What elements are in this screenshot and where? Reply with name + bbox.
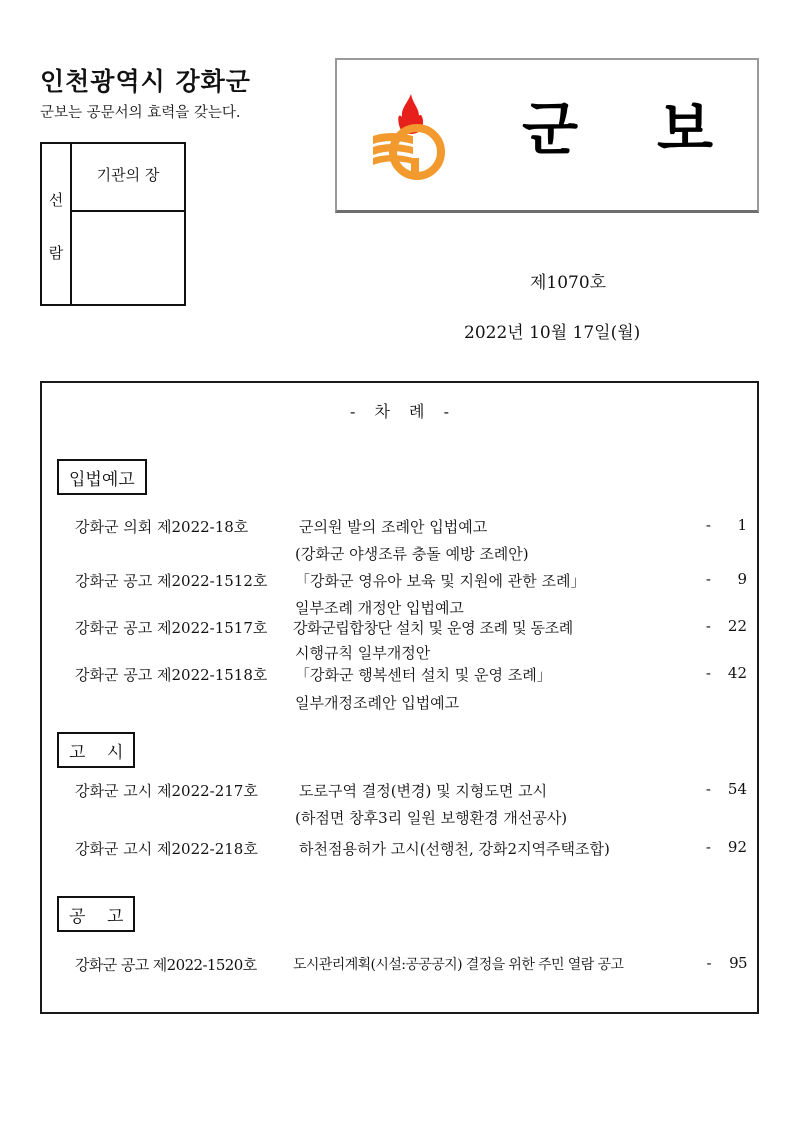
entry-dash: -	[705, 516, 711, 534]
entry-continuation: 시행규칙 일부개정안	[295, 644, 431, 662]
entry-source: 강화군 고시 제2022-217호	[75, 782, 258, 800]
entry-page: 1	[737, 516, 747, 534]
review-side-column	[42, 144, 72, 304]
toc-title: - 차 례 -	[350, 402, 449, 421]
entry-page: 9	[737, 570, 747, 588]
entry-source: 강화군 공고 제2022-1512호	[75, 572, 268, 590]
review-head-label: 기관의 장	[72, 144, 184, 212]
organization-title: 인천광역시 강화군	[40, 67, 251, 96]
table-of-contents	[40, 381, 759, 1014]
entry-title: 「강화군 영유아 보육 및 지원에 관한 조례」	[295, 572, 586, 590]
review-approval-box	[40, 142, 186, 306]
legal-effect-notice: 군보는 공문서의 효력을 갖는다.	[40, 105, 241, 121]
entry-title: 도로구역 결정(변경) 및 지형도면 고시	[299, 782, 548, 800]
entry-source: 강화군 공고 제2022-1520호	[75, 956, 257, 974]
toc-entry[interactable]	[75, 780, 747, 802]
entry-continuation: (강화군 야생조류 충돌 예방 조례안)	[295, 545, 529, 563]
toc-entry[interactable]	[75, 664, 747, 686]
toc-entry[interactable]	[75, 617, 747, 639]
entry-page: 95	[729, 954, 747, 972]
entry-dash: -	[705, 617, 711, 635]
entry-dash: -	[705, 570, 711, 588]
entry-source: 강화군 공고 제2022-1518호	[75, 666, 268, 684]
review-side-label-1: 선	[48, 191, 64, 209]
entry-dash: -	[706, 954, 711, 972]
entry-dash: -	[705, 780, 711, 798]
entry-title: 「강화군 행복센터 설치 및 운영 조례」	[295, 666, 552, 684]
ganghwa-emblem-icon	[367, 90, 455, 180]
issue-number: 제1070호	[530, 273, 607, 293]
issue-date: 2022년 10월 17일(월)	[464, 323, 641, 343]
entry-title: 하천점용허가 고시(선행천, 강화2지역주택조합)	[299, 840, 610, 858]
entry-dash: -	[705, 838, 711, 856]
section-legislative-notice: 입법예고	[57, 459, 147, 495]
entry-page: 22	[727, 617, 747, 635]
masthead-title-gun: 군	[522, 95, 579, 163]
entry-title: 군의원 발의 조례안 입법예고	[299, 518, 488, 536]
entry-source: 강화군 의회 제2022-18호	[75, 518, 249, 536]
review-side-label-2: 람	[48, 244, 64, 262]
entry-page: 42	[727, 664, 747, 682]
section-announcement: 공 고	[57, 896, 135, 932]
entry-title: 도시관리계획(시설:공공공지) 결정을 위한 주민 열람 공고	[293, 957, 624, 973]
entry-source: 강화군 고시 제2022-218호	[75, 840, 258, 858]
entry-dash: -	[705, 664, 711, 682]
toc-entry[interactable]	[75, 570, 747, 592]
entry-page: 92	[727, 838, 747, 856]
masthead-title-bo: 보	[657, 95, 714, 163]
toc-entry[interactable]	[75, 954, 747, 976]
section-public-notice: 고 시	[57, 732, 135, 768]
entry-source: 강화군 공고 제2022-1517호	[75, 619, 268, 637]
entry-continuation: 일부개정조례안 입법예고	[295, 694, 460, 712]
entry-continuation: 일부조례 개정안 입법예고	[295, 599, 464, 617]
entry-title: 강화군립합창단 설치 및 운영 조례 및 동조례	[293, 619, 573, 637]
entry-page: 54	[727, 780, 747, 798]
toc-entry[interactable]	[75, 516, 747, 538]
entry-continuation: (하점면 창후3리 일원 보행환경 개선공사)	[295, 809, 568, 827]
toc-entry[interactable]	[75, 838, 747, 860]
masthead-box	[335, 58, 759, 213]
